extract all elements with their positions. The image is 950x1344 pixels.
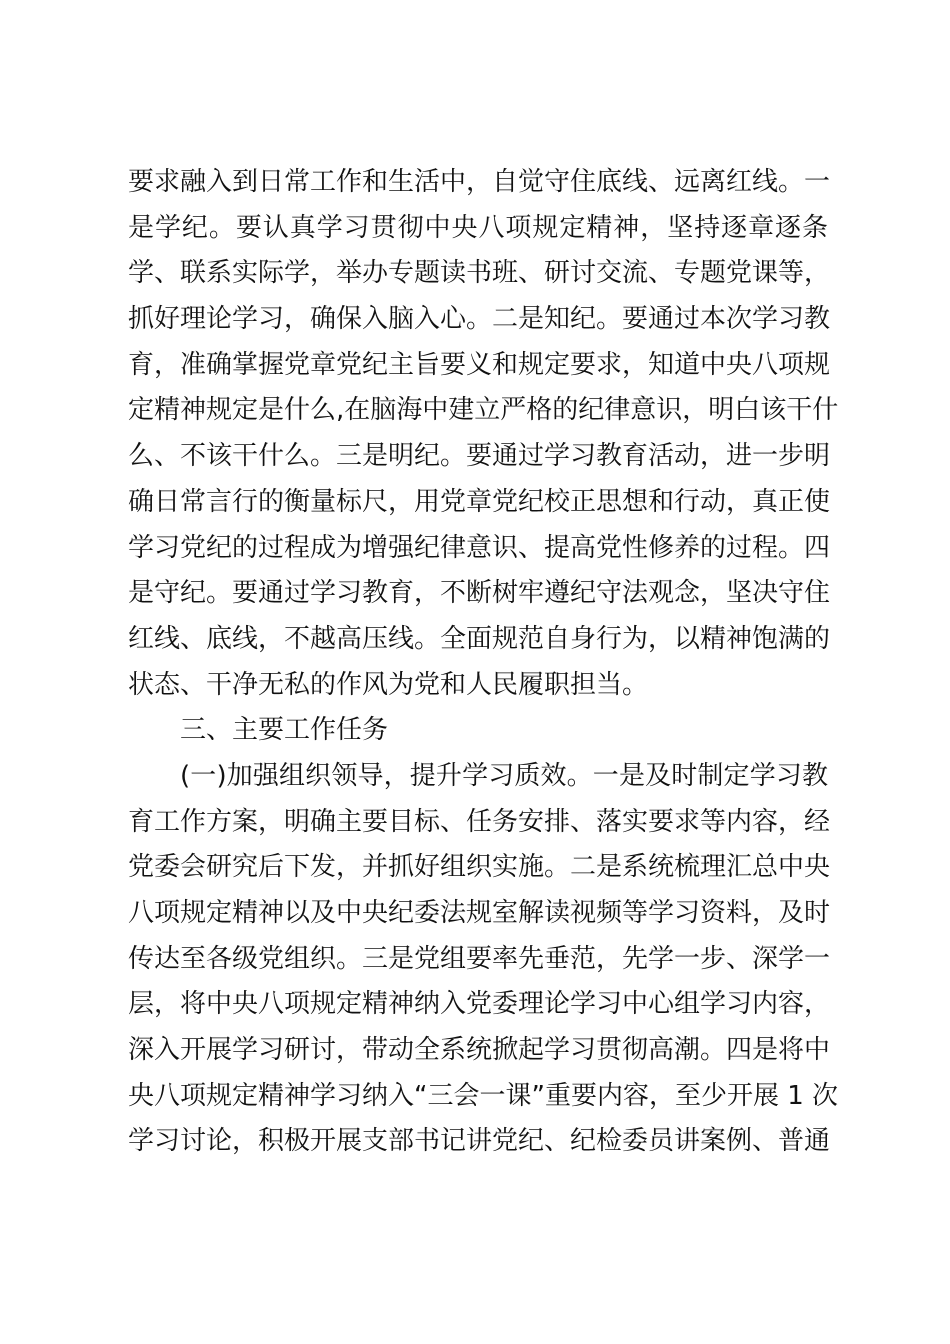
body-text <box>128 160 839 1165</box>
text-line: 确日常言行的衡量标尺，用党章党纪校正思想和行动，真正使 <box>128 486 831 517</box>
text-line: 传达至各级党组织。三是党组要率先垂范，先学一步、深学一 <box>128 943 831 974</box>
text-line: 学习党纪的过程成为增强纪律意识、提高党性修养的过程。四 <box>128 532 831 563</box>
text-line: 育工作方案，明确主要目标、任务安排、落实要求等内容，经 <box>128 806 831 837</box>
text-line: (一)加强组织领导，提升学习质效。一是及时制定学习教 <box>180 760 828 791</box>
text-line: 状态、干净无私的作风为党和人民履职担当。 <box>128 669 649 700</box>
text-line: 八项规定精神以及中央纪委法规室解读视频等学习资料，及时 <box>128 898 831 928</box>
text-line: 学、联系实际学，举办专题读书班、研讨交流、专题党课等， <box>128 258 831 289</box>
section-heading: 三、主要工作任务 <box>180 715 389 746</box>
text-line: 育，准确掌握党章党纪主旨要义和规定要求，知道中央八项规 <box>128 349 831 380</box>
text-line: 央八项规定精神学习纳入“三会一课”重要内容，至少开展 1 次 <box>128 1080 839 1111</box>
text-line: 抓好理论学习，确保入脑入心。二是知纪。要通过本次学习教 <box>128 304 831 335</box>
text-line: 么、不该干什么。三是明纪。要通过学习教育活动，进一步明 <box>128 441 831 472</box>
text-line: 学习讨论，积极开展支部书记讲党纪、纪检委员讲案例、普通 <box>128 1126 831 1157</box>
text-line: 是守纪。要通过学习教育，不断树牢遵纪守法观念，坚决守住 <box>128 578 831 609</box>
text-line: 定精神规定是什么,在脑海中建立严格的纪律意识，明白该干什 <box>128 395 839 426</box>
text-line: 红线、底线，不越高压线。全面规范自身行为，以精神饱满的 <box>128 623 831 654</box>
text-line: 深入开展学习研讨，带动全系统掀起学习贯彻高潮。四是将中 <box>128 1035 831 1066</box>
text-line: 是学纪。要认真学习贯彻中央八项规定精神，坚持逐章逐条 <box>128 212 828 243</box>
text-line: 要求融入到日常工作和生活中，自觉守住底线、远离红线。一 <box>128 167 831 197</box>
text-line: 层，将中央八项规定精神纳入党委理论学习中心组学习内容， <box>128 989 831 1020</box>
text-line: 党委会研究后下发，并抓好组织实施。二是系统梳理汇总中央 <box>128 852 831 883</box>
